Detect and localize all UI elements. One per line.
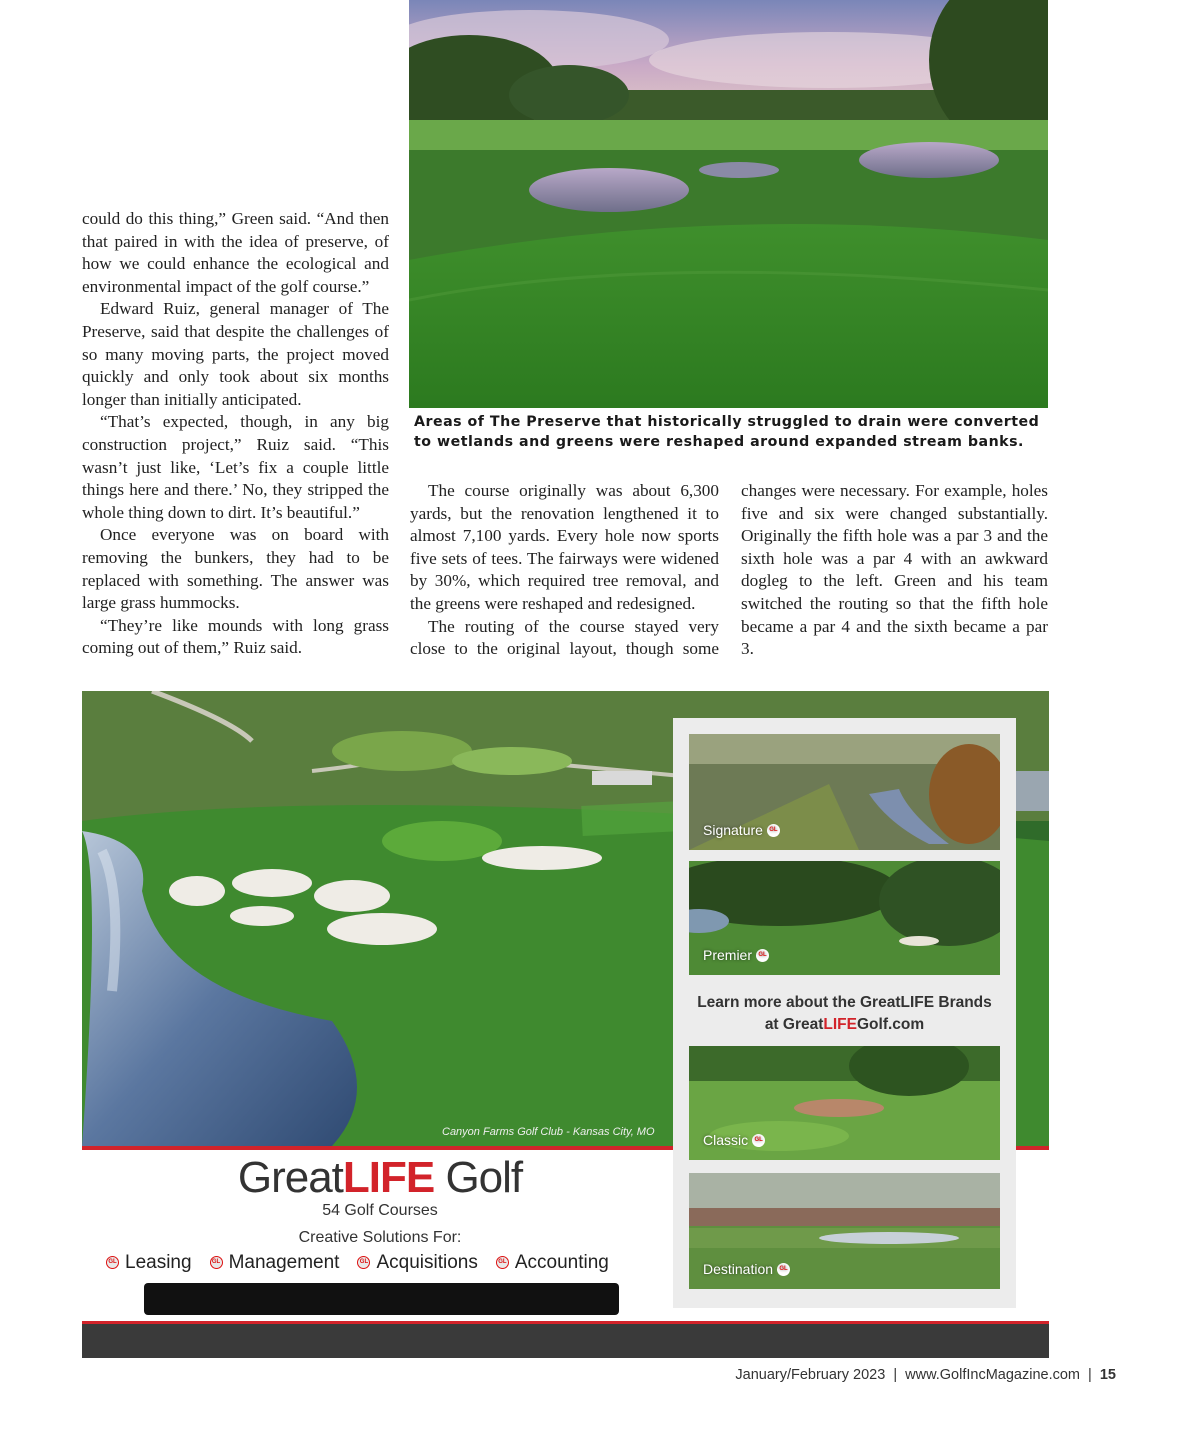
photo-credit: Canyon Farms Golf Club - Kansas City, MO <box>442 1126 655 1138</box>
course-count: 54 Golf Courses <box>322 1202 438 1219</box>
logo-great: Great <box>237 1153 343 1202</box>
wetlands-photo <box>409 0 1048 408</box>
gl-icon: GL <box>106 1256 119 1269</box>
brand-label: Signature GL <box>703 822 780 838</box>
page-number: 15 <box>1099 1367 1116 1383</box>
website[interactable]: www.GolfIncMagazine.com <box>905 1367 1081 1383</box>
gl-icon: GL <box>767 824 780 837</box>
gl-icon: GL <box>756 949 769 962</box>
greatlife-logo <box>82 1153 678 1203</box>
paragraph: “They’re like mounds with long grass coming out of them,” Ruiz said. <box>82 615 389 658</box>
solution-item: GL Acquisitions <box>357 1252 477 1274</box>
paragraph: The course originally was about 6,300 yards, but the renovation lengthened it to almost 7,100 yards. Every hole now sports five sets of tees. The fairways were widened by 30%, which required tree removal, and the greens were reshaped and redesigned. <box>410 481 719 613</box>
solutions-list <box>106 1250 686 1274</box>
brand-thumb-classic[interactable] <box>689 1046 1000 1160</box>
gl-icon: GL <box>357 1256 370 1269</box>
solutions-heading: Creative Solutions For: <box>298 1229 462 1246</box>
gl-icon: GL <box>777 1263 790 1276</box>
paragraph: The routing of the course stayed very close to the original layout, though some <box>410 616 719 659</box>
right-column <box>741 480 1048 661</box>
brands-text: Learn more about the GreatLIFE Brands at GreatLIFEGolf.com <box>697 994 992 1033</box>
footer-bar <box>82 1324 1049 1358</box>
logo-golf: Golf <box>434 1153 523 1202</box>
left-column <box>82 208 389 660</box>
paragraph: Once everyone was on board with removing the bunkers, they had to be replaced with something. The answer was large grass hummocks. <box>82 525 389 613</box>
brand-label: Premier GL <box>703 947 769 963</box>
middle-column <box>410 480 719 661</box>
separator: | <box>1088 1367 1092 1383</box>
brand-thumb-signature[interactable] <box>689 734 1000 850</box>
paragraph: changes were necessary. For example, holes five and six were changed substantially. Originally the fifth hole was a par 3 and the sixth hole was a par 4 with an awkward dogleg to the left. Green and his team switched the routing so that the fifth hole became a par 4 and the sixth became a par 3. <box>741 481 1048 659</box>
gl-icon: GL <box>752 1134 765 1147</box>
page-footer <box>735 1367 1116 1383</box>
brand-thumb-premier[interactable] <box>689 861 1000 975</box>
photo-caption: Areas of The Preserve that historically struggled to drain were converted to wetlands and greens were reshaped around expanded stream banks. <box>414 414 1040 450</box>
gl-icon: GL <box>210 1256 223 1269</box>
separator: | <box>893 1367 898 1383</box>
solution-item: GL Accounting <box>496 1252 609 1274</box>
solution-item: GL Leasing <box>106 1252 192 1274</box>
brand-label: Destination GL <box>703 1261 790 1277</box>
paragraph: “That’s expected, though, in any big construction project,” Ruiz said. “This wasn’t just like, ‘Let’s fix a couple little things here and there.’ No, they stripped the whole thing down to dirt. It’s beautiful.” <box>82 412 389 522</box>
paragraph: could do this thing,” Green said. “And then that paired in with the idea of preserve, of how we could enhance the ecological and environmental impact of the golf course.” <box>82 209 389 296</box>
solution-item: GL Management <box>210 1252 340 1274</box>
gl-icon: GL <box>496 1256 509 1269</box>
brand-thumb-destination[interactable] <box>689 1173 1000 1289</box>
brand-label: Classic GL <box>703 1132 765 1148</box>
logo-life: LIFE <box>342 1153 435 1202</box>
issue-date: January/February 2023 <box>735 1367 886 1383</box>
paragraph: Edward Ruiz, general manager of The Preserve, said that despite the challenges of so many moving parts, the project moved quickly and only took about six months longer than initially anticipated. <box>82 299 389 409</box>
cta-link-box[interactable] <box>144 1283 619 1315</box>
